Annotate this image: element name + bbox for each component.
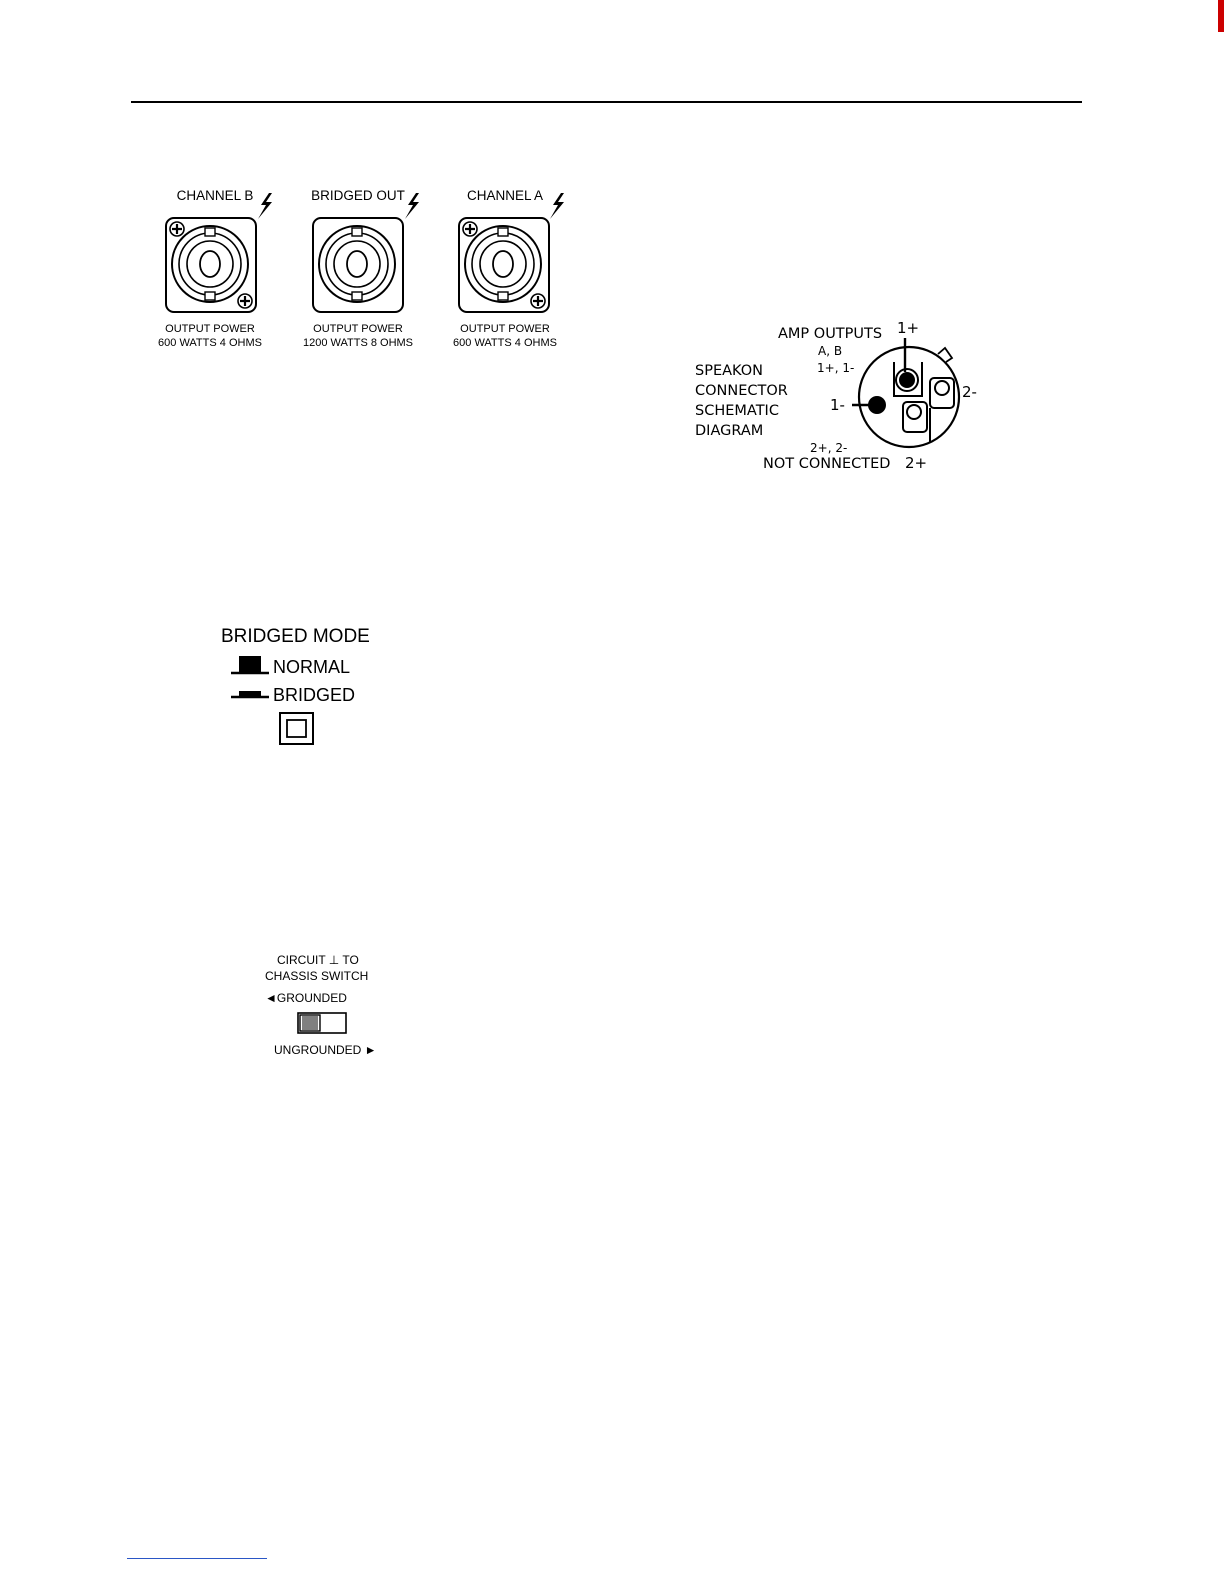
- connector-caption-channel-b: [135, 322, 285, 350]
- speakon-pinout-icon: [850, 330, 970, 460]
- ground-slide-switch[interactable]: [297, 1012, 349, 1036]
- mode-normal-label: NORMAL: [273, 657, 351, 677]
- pin-label-1-minus: 1-: [830, 396, 845, 414]
- ground-switch-title-line: CHASSIS SWITCH: [265, 969, 369, 983]
- connector-title-channel-b: CHANNEL B: [176, 188, 254, 203]
- connector-title-channel-a: CHANNEL A: [466, 188, 544, 203]
- switch-up-icon: [231, 654, 271, 676]
- caption-line: OUTPUT POWER: [313, 323, 403, 335]
- caption-line: OUTPUT POWER: [165, 323, 255, 335]
- footnote-rule: [127, 1558, 267, 1559]
- schematic-title-line: CONNECTOR: [695, 383, 788, 399]
- lightning-icon: [255, 193, 275, 219]
- connector-title-bridged-out: BRIDGED OUT: [311, 188, 405, 203]
- pin-label-1-plus: 1+: [897, 319, 920, 337]
- ground-switch-title-line: CIRCUIT ⊥ TO: [277, 953, 359, 967]
- lightning-icon: [402, 193, 422, 219]
- schematic-amp-outputs: AMP OUTPUTS: [778, 326, 883, 342]
- ungrounded-label: UNGROUNDED ►: [274, 1043, 377, 1057]
- caption-line: OUTPUT POWER: [460, 323, 550, 335]
- caption-line: 600 WATTS 4 OHMS: [158, 337, 262, 349]
- grounded-label: ◄GROUNDED: [265, 991, 347, 1005]
- schematic-title-line: DIAGRAM: [695, 423, 764, 439]
- connector-caption-bridged-out: [283, 322, 433, 350]
- bridged-mode-title: BRIDGED MODE: [221, 626, 370, 647]
- schematic-title-line: SCHEMATIC: [695, 403, 779, 419]
- caption-line: 1200 WATTS 8 OHMS: [302, 337, 414, 349]
- speakon-connector-bridged-out-icon: [311, 216, 405, 314]
- bridged-mode-button[interactable]: [279, 712, 315, 746]
- schematic-channels: A, B: [818, 344, 843, 358]
- header-rule: [131, 101, 1082, 103]
- pin-label-2-plus: 2+: [905, 454, 928, 472]
- speakon-connector-channel-b-icon: [164, 216, 258, 314]
- connector-caption-channel-a: [430, 322, 580, 350]
- schematic-not-connected: NOT CONNECTED: [763, 456, 891, 472]
- mode-bridged-label: BRIDGED: [273, 685, 356, 705]
- speakon-connector-channel-a-icon: [457, 216, 551, 314]
- pin-label-2-minus: 2-: [962, 383, 977, 401]
- schematic-pins-not-connected: 2+, 2-: [810, 441, 848, 455]
- caption-line: 600 WATTS 4 OHMS: [453, 337, 557, 349]
- switch-down-icon: [231, 688, 271, 702]
- schematic-pins-connected: 1+, 1-: [817, 361, 855, 375]
- schematic-title-line: SPEAKON: [695, 363, 764, 379]
- page-edge-mark: [1218, 0, 1224, 32]
